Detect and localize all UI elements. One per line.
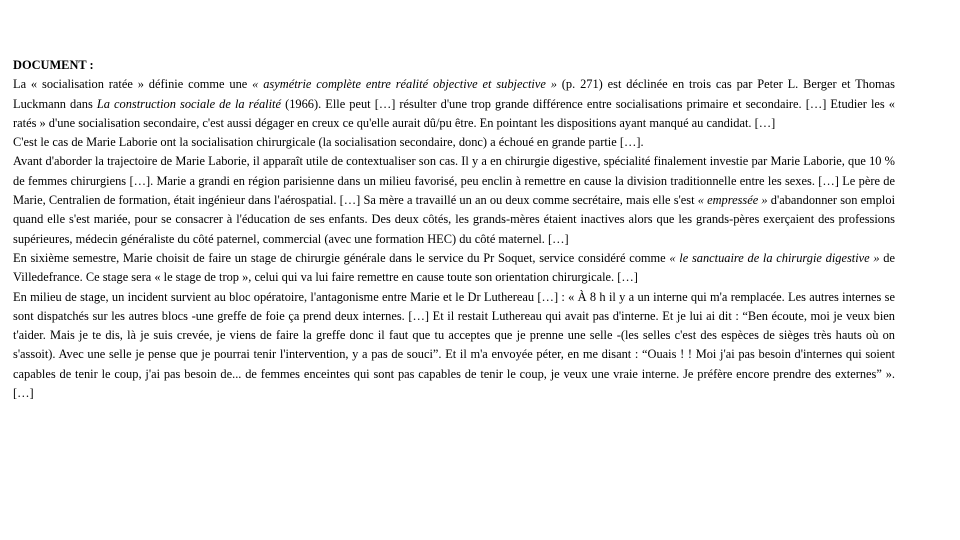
italic-quote: « empressée » [697, 193, 768, 208]
book-title: La construction sociale de la réalité [96, 96, 281, 111]
document-heading: DOCUMENT : [13, 58, 94, 72]
text-span: (1966). Elle peut […] résulter d'une trop grande différence entre socialisations primaire et secondaire. […] Etudier les « ratés » d'une socialisation secondaire, c'est aussi dégager en creux ce qu'elle aurait dû/pu être. En pointant les dispositions ayant manqué au candidat. […] [13, 96, 896, 130]
text-span: C'est le cas de Marie Laborie ont la socialisation chirurgicale (la socialisation secondaire, donc) a échoué en grande partie […]. [13, 135, 644, 150]
text-span: En sixième semestre, Marie choisit de faire un stage de chirurgie générale dans le service du Pr Soquet, service considéré comme [13, 250, 670, 265]
text-span: (p. 271) est déclinée en trois cas par Peter L. Berger et Thomas Luckmann dans [13, 77, 895, 111]
text-span: d'abandonner son emploi quand elle s'est mariée, pour se consacrer à l'éducation de ses enfants. Des deux côtés, les grands-mères étaient inactives alors que les grands-pères exerçaient des professions supérieures, médecin généraliste du côté paternel, commercial (avec une formation HEC) du côté maternel. […] [13, 193, 896, 246]
paragraph-incident [13, 288, 895, 404]
italic-quote: « le sanctuaire de la chirurgie digestive » [669, 250, 880, 265]
paragraph-socialisation-ratee [13, 75, 895, 133]
paragraph-contexte [13, 152, 895, 248]
document-page [13, 56, 895, 403]
italic-quote: « asymétrie complète entre réalité objective et subjective » [252, 77, 557, 92]
text-span: de Villedefrance. Ce stage sera « le stage de trop », celui qui va lui faire remettre en cause toute son orientation chirurgicale. […] [13, 250, 895, 285]
text-span: Avant d'aborder la trajectoire de Marie Laborie, il apparaît utile de contextualiser son cas. Il y a en chirurgie digestive, spécialité finalement investie par Marie Laborie, que 10 % de femmes chirurgiens […]. Marie a grandi en région parisienne dans un milieu favorisé, peu enclin à remettre en cause la division traditionnelle entre les sexes. […] Le père de Marie, Centralien de formation, était ingénieur dans l'aérospatial. […] Sa mère a travaillé un an ou deux comme secrétaire, mais elle s'est [13, 154, 895, 208]
paragraph-stage [13, 249, 895, 288]
text-span: En milieu de stage, un incident survient au bloc opératoire, l'antagonisme entre Marie et le Dr Luthereau […] : « À 8 h il y a un interne qui m'a remplacée. Les autres internes se sont dispatchés sur les autres blocs -une greffe de foie ça prend deux internes. […] Et il restait Luthereau qui avait pas d'interne. Et je lui ai dit : “Ben écoute, moi je veux bien t'aider. Mais je te dis, là je suis crevée, je viens de faire la greffe donc il faut que tu acceptes que je prenne une selle -(les selles c'est des espèces de sièges très hauts où on s'assoit). Avec une selle je pense que je pourrai tenir l'intervention, y a pas de souci”. Et il m'a envoyée péter, en me disant : “Ouais ! ! Moi j'ai pas besoin d'internes qui soient capables de tenir le coup, j'ai pas besoin de... de femmes enceintes qui sont pas capables de tenir le coup, je veux une vraie interne. Je préfère encore prendre des externes” ». […] [13, 289, 895, 401]
paragraph-cas-marie [13, 133, 895, 152]
text-span: La « socialisation ratée » définie comme une [13, 77, 253, 92]
